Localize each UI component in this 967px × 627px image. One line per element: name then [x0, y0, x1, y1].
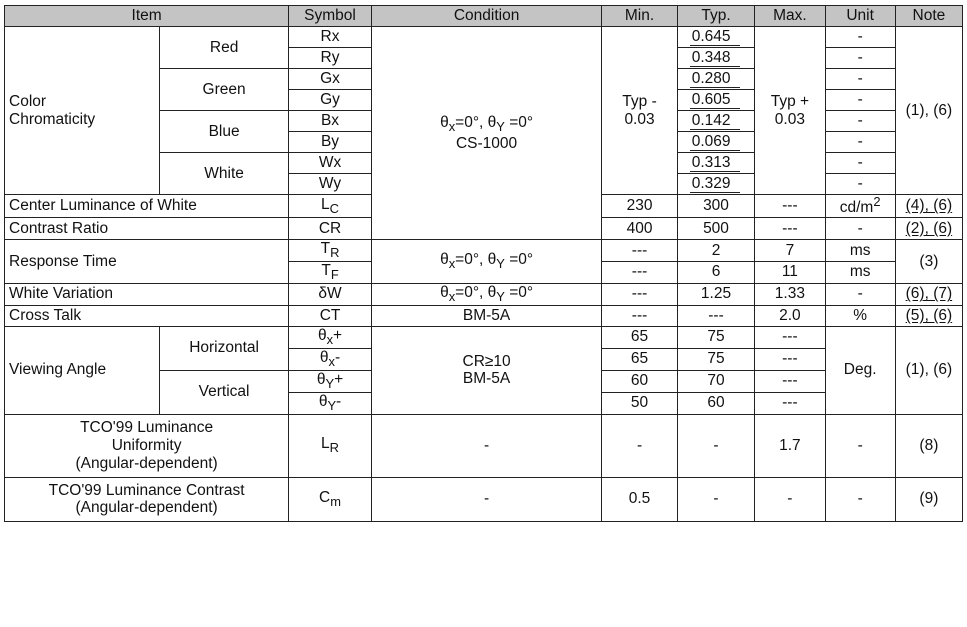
symbol-cell: Ry — [289, 48, 372, 69]
typ-cell — [677, 132, 755, 153]
typ-cell: 60 — [677, 392, 755, 414]
min-cell: --- — [602, 283, 677, 305]
unit-cell: - — [825, 153, 895, 174]
table-row — [5, 326, 963, 348]
symbol-subscript: x — [328, 353, 335, 369]
typ-cell: - — [677, 414, 755, 477]
unit-cell: ms — [825, 239, 895, 261]
header-row — [5, 6, 963, 27]
typ-cell — [677, 153, 755, 174]
min-cell: --- — [602, 305, 677, 326]
unit-cell: - — [825, 69, 895, 90]
typ-cell: 6 — [677, 261, 755, 283]
note-cell: (3) — [895, 239, 962, 283]
item-cross-talk: Cross Talk — [5, 305, 289, 326]
unit-cell: - — [825, 111, 895, 132]
header-min: Min. — [602, 6, 677, 27]
typ-cell: --- — [677, 305, 755, 326]
header-note: Note — [895, 6, 962, 27]
typ-value: 0.645 — [690, 28, 741, 47]
unit-cell: % — [825, 305, 895, 326]
item-contrast-ratio: Contrast Ratio — [5, 217, 289, 239]
note-cell: (5), (6) — [895, 305, 962, 326]
typ-cell: 75 — [677, 348, 755, 370]
unit-cell: - — [825, 132, 895, 153]
symbol-cm: $C_m$ — [289, 477, 372, 521]
unit-cell: - — [825, 217, 895, 239]
symbol-cell: Wx — [289, 153, 372, 174]
unit-cell: - — [825, 477, 895, 521]
condition-chroma: $\theta_x=0^\circ$, $\theta_Y =0^\circ$ CS-1000 — [371, 27, 601, 240]
item-response-time: Response Time — [5, 239, 289, 283]
symbol-theta-x-plus: $\theta_x+$ — [289, 326, 372, 348]
typ-value: 0.348 — [690, 49, 741, 68]
item-white-variation: White Variation — [5, 283, 289, 305]
typ-cell — [677, 69, 755, 90]
note-viewing: (1), (6) — [895, 326, 962, 414]
min-cell: 65 — [602, 348, 677, 370]
symbol-lr: $L_R$ — [289, 414, 372, 477]
item-center-luminance: Center Luminance of White — [5, 195, 289, 218]
symbol-subscript: R — [329, 440, 339, 456]
max-cell: --- — [755, 348, 825, 370]
typ-value: 0.329 — [690, 175, 741, 194]
header-max: Max. — [755, 6, 825, 27]
table-row — [5, 239, 963, 261]
symbol-theta-y-plus: $\theta_Y+$ — [289, 370, 372, 392]
min-cell: 50 — [602, 392, 677, 414]
typ-value: 0.069 — [690, 133, 741, 152]
unit-cell: - — [825, 283, 895, 305]
unit-deg: Deg. — [825, 326, 895, 414]
min-cell: --- — [602, 261, 677, 283]
unit-cell: - — [825, 48, 895, 69]
condition-cell: BM-5A — [371, 305, 601, 326]
typ-cell: 500 — [677, 217, 755, 239]
note-chroma: (1), (6) — [895, 27, 962, 195]
max-cell: --- — [755, 326, 825, 348]
symbol-cell: Gy — [289, 90, 372, 111]
max-cell: --- — [755, 195, 825, 218]
symbol-cell: CT — [289, 305, 372, 326]
typ-cell — [677, 174, 755, 195]
note-cell: (8) — [895, 414, 962, 477]
condition-cell: - — [371, 414, 601, 477]
item-tco-contrast: TCO'99 Luminance Contrast (Angular-dependent) — [5, 477, 289, 521]
item-color-chromaticity: Color Chromaticity — [5, 27, 160, 195]
unit-cell: - — [825, 414, 895, 477]
min-chroma: Typ - 0.03 — [602, 27, 677, 195]
max-cell: 1.33 — [755, 283, 825, 305]
item-white: White — [160, 153, 289, 195]
table-row — [5, 283, 963, 305]
max-chroma: Typ + 0.03 — [755, 27, 825, 195]
min-cell: 0.5 — [602, 477, 677, 521]
optical-spec-table — [4, 5, 963, 522]
symbol-cell: Bx — [289, 111, 372, 132]
max-cell: 7 — [755, 239, 825, 261]
symbol-lc: $L_C$ — [289, 195, 372, 218]
symbol-cell: Gx — [289, 69, 372, 90]
header-symbol: Symbol — [289, 6, 372, 27]
typ-cell: 300 — [677, 195, 755, 218]
unit-cell: ms — [825, 261, 895, 283]
item-blue: Blue — [160, 111, 289, 153]
symbol-tf: $T_F$ — [289, 261, 372, 283]
max-cell: 2.0 — [755, 305, 825, 326]
table-row — [5, 27, 963, 48]
header-condition: Condition — [371, 6, 601, 27]
header-item: Item — [5, 6, 289, 27]
typ-cell — [677, 111, 755, 132]
table-row — [5, 477, 963, 521]
typ-cell: 2 — [677, 239, 755, 261]
max-cell: 11 — [755, 261, 825, 283]
typ-cell: 70 — [677, 370, 755, 392]
symbol-cell: CR — [289, 217, 372, 239]
typ-cell — [677, 48, 755, 69]
min-cell: 400 — [602, 217, 677, 239]
unit-superscript: 2 — [873, 194, 881, 209]
condition-response: $\theta_x=0^\circ$, $\theta_Y =0^\circ$ — [371, 239, 601, 283]
item-green: Green — [160, 69, 289, 111]
unit-cell: - — [825, 174, 895, 195]
symbol-subscript: R — [330, 245, 340, 261]
symbol-subscript: Y — [327, 397, 337, 413]
min-cell: 65 — [602, 326, 677, 348]
typ-value: 0.280 — [690, 70, 741, 89]
unit-cell: - — [825, 90, 895, 111]
max-cell: 1.7 — [755, 414, 825, 477]
note-cell: (9) — [895, 477, 962, 521]
unit-cell: - — [825, 27, 895, 48]
min-cell: - — [602, 414, 677, 477]
typ-value: 0.605 — [690, 91, 741, 110]
typ-cell: 1.25 — [677, 283, 755, 305]
min-cell: 60 — [602, 370, 677, 392]
symbol-subscript: m — [330, 493, 341, 509]
unit-cdm2: $cd/m^2$ — [825, 195, 895, 218]
table-row — [5, 305, 963, 326]
symbol-theta-x-minus: $\theta_x-$ — [289, 348, 372, 370]
max-cell: - — [755, 477, 825, 521]
min-cell: --- — [602, 239, 677, 261]
symbol-theta-y-minus: $\theta_Y-$ — [289, 392, 372, 414]
item-red: Red — [160, 27, 289, 69]
max-cell: --- — [755, 217, 825, 239]
condition-viewing: CR≥10 BM-5A — [371, 326, 601, 414]
note-cell: (2), (6) — [895, 217, 962, 239]
symbol-cell: By — [289, 132, 372, 153]
min-cell: 230 — [602, 195, 677, 218]
header-unit: Unit — [825, 6, 895, 27]
item-vertical: Vertical — [160, 370, 289, 414]
typ-cell: 75 — [677, 326, 755, 348]
note-cell: (6), (7) — [895, 283, 962, 305]
symbol-subscript: C — [329, 200, 339, 216]
typ-value: 0.313 — [690, 154, 741, 173]
header-typ: Typ. — [677, 6, 755, 27]
symbol-cell: Wy — [289, 174, 372, 195]
item-viewing-angle: Viewing Angle — [5, 326, 160, 414]
symbol-tr: $T_R$ — [289, 239, 372, 261]
symbol-subscript: F — [330, 267, 339, 283]
max-cell: --- — [755, 370, 825, 392]
symbol-cell: Rx — [289, 27, 372, 48]
symbol-subscript: x — [326, 331, 334, 347]
symbol-subscript: Y — [325, 375, 335, 391]
max-cell: --- — [755, 392, 825, 414]
table-row — [5, 414, 963, 477]
condition-cell: - — [371, 477, 601, 521]
typ-value: 0.142 — [690, 112, 741, 131]
typ-cell — [677, 90, 755, 111]
item-tco-uniformity: TCO'99 Luminance Uniformity (Angular-dependent) — [5, 414, 289, 477]
typ-cell — [677, 27, 755, 48]
condition-cell: $\theta_x=0^\circ$, $\theta_Y =0^\circ$ — [371, 283, 601, 305]
note-cell: (4), (6) — [895, 195, 962, 218]
typ-cell: - — [677, 477, 755, 521]
item-horizontal: Horizontal — [160, 326, 289, 370]
symbol-cell: δW — [289, 283, 372, 305]
